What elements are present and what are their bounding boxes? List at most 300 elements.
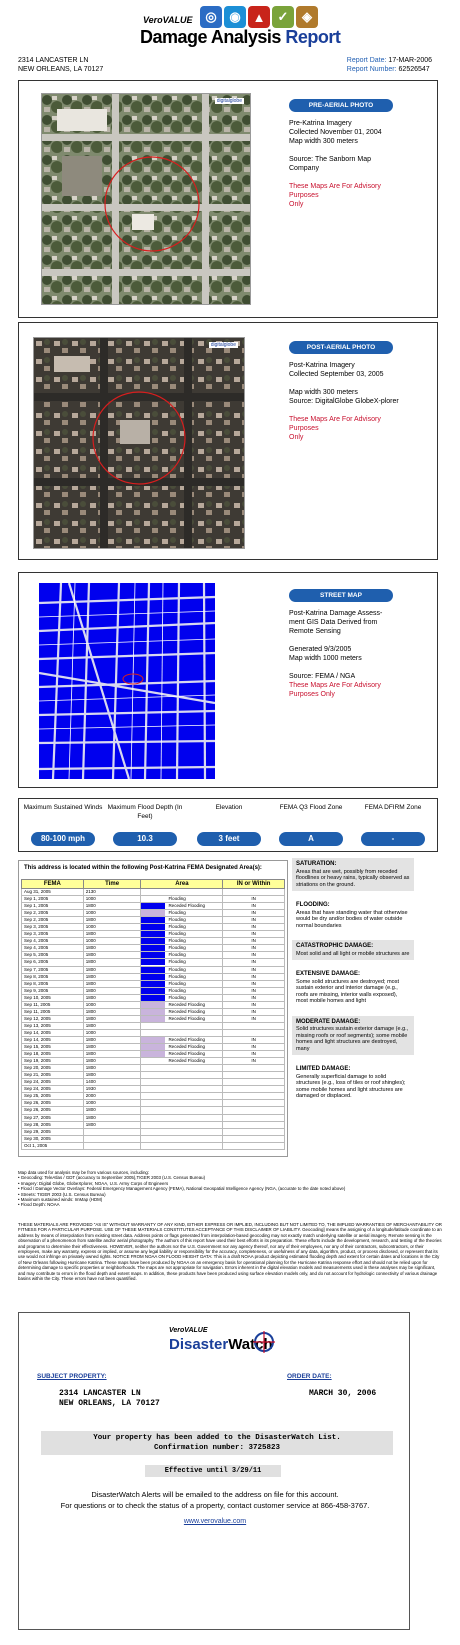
pre-source: Source: The Sanborn Map Company bbox=[289, 156, 371, 172]
row-date: Sep 4, 2005 bbox=[22, 938, 84, 945]
area-swatch bbox=[141, 1009, 165, 1015]
fema-area-block bbox=[18, 860, 288, 1157]
street-line3: Map width 1000 meters bbox=[289, 655, 362, 662]
row-time bbox=[83, 1128, 141, 1135]
dw-address-line1: 2314 LANCASTER LN bbox=[59, 1389, 141, 1398]
pre-line2: Collected November 01, 2004 bbox=[289, 129, 382, 136]
row-date: Sep 8, 2005 bbox=[22, 973, 84, 980]
row-in-within: IN bbox=[223, 931, 285, 938]
area-swatch bbox=[141, 1016, 165, 1022]
row-date: Sep 27, 2005 bbox=[22, 1114, 84, 1121]
report-date-label: Report Date: bbox=[346, 57, 387, 64]
row-in-within: IN bbox=[223, 1008, 285, 1015]
report-number: 62526547 bbox=[398, 66, 430, 73]
street-map-panel bbox=[18, 572, 438, 788]
row-in-within bbox=[223, 1107, 285, 1114]
table-row bbox=[22, 917, 285, 924]
row-time: 1000 bbox=[83, 896, 141, 903]
row-in-within bbox=[223, 1100, 285, 1107]
row-area bbox=[141, 1036, 223, 1043]
row-date: Sep 3, 2005 bbox=[22, 931, 84, 938]
stat-label: Maximum Sustained Winds bbox=[23, 804, 103, 811]
legend-title: MODERATE DAMAGE: bbox=[296, 1018, 361, 1025]
col-fema: FEMA bbox=[22, 880, 84, 889]
row-date: Sep 28, 2005 bbox=[22, 1121, 84, 1128]
row-in-within: IN bbox=[223, 896, 285, 903]
area-label: Receded Flooding bbox=[168, 1001, 205, 1007]
table-row bbox=[22, 1044, 285, 1051]
row-time: 1800 bbox=[83, 1121, 141, 1128]
row-time: 1000 bbox=[83, 1100, 141, 1107]
row-area bbox=[141, 1044, 223, 1051]
stat-elevation bbox=[189, 803, 269, 843]
legend-text: Solid structures sustain exterior damage (e.g., missing roofs or roof segments); some mobile homes and light structures are destroyed, many bbox=[296, 1026, 409, 1052]
hazard-stats bbox=[18, 798, 438, 852]
row-in-within: IN bbox=[223, 966, 285, 973]
row-in-within bbox=[223, 1114, 285, 1121]
area-swatch bbox=[141, 903, 165, 909]
row-area bbox=[141, 1015, 223, 1022]
area-label: Flooding bbox=[168, 938, 186, 944]
row-in-within bbox=[223, 889, 285, 896]
row-area bbox=[141, 1079, 223, 1086]
table-row bbox=[22, 1022, 285, 1029]
area-label: Flooding bbox=[168, 931, 186, 937]
area-swatch bbox=[141, 1030, 165, 1036]
row-time: 1800 bbox=[83, 917, 141, 924]
row-time: 1800 bbox=[83, 952, 141, 959]
row-time: 1000 bbox=[83, 910, 141, 917]
pre-line1: Pre-Katrina Imagery bbox=[289, 120, 352, 127]
area-label: Receded Flooding bbox=[168, 1058, 205, 1064]
area-swatch bbox=[141, 1143, 165, 1149]
row-area bbox=[141, 1001, 223, 1008]
confirmation-number: Confirmation number: 3725823 bbox=[153, 1444, 281, 1452]
stat-label: Maximum Flood Depth (In Feet) bbox=[107, 804, 183, 820]
row-area bbox=[141, 938, 223, 945]
street-source: Source: FEMA / NGA bbox=[289, 673, 356, 680]
street-disclaimer-1: These Maps Are For Advisory bbox=[289, 682, 381, 689]
row-time: 1800 bbox=[83, 903, 141, 910]
row-in-within: IN bbox=[223, 952, 285, 959]
area-swatch bbox=[141, 981, 165, 987]
area-swatch bbox=[141, 924, 165, 930]
row-area bbox=[141, 1135, 223, 1142]
dw-brand-part1: Disaster bbox=[169, 1336, 229, 1353]
address-line1: 2314 LANCASTER LN bbox=[18, 57, 89, 64]
street-line2: Generated 9/3/2005 bbox=[289, 646, 352, 653]
row-date: Sep 2, 2005 bbox=[22, 917, 84, 924]
area-label: Flooding bbox=[168, 980, 186, 986]
table-row bbox=[22, 987, 285, 994]
pre-disclaimer-2: Only bbox=[289, 201, 304, 208]
row-in-within: IN bbox=[223, 959, 285, 966]
row-in-within: IN bbox=[223, 924, 285, 931]
col-time: Time bbox=[83, 880, 141, 889]
stat-value: 80-100 mph bbox=[31, 832, 95, 846]
post-line3: Map width 300 meters bbox=[289, 389, 358, 396]
digitalglobe-tag: digitalglobe bbox=[216, 98, 242, 104]
row-time bbox=[83, 1142, 141, 1149]
row-time: 1800 bbox=[83, 945, 141, 952]
row-time: 1800 bbox=[83, 1114, 141, 1121]
area-swatch bbox=[141, 1044, 165, 1050]
row-area bbox=[141, 952, 223, 959]
row-area bbox=[141, 903, 223, 910]
row-in-within: IN bbox=[223, 1051, 285, 1058]
area-label: Flooding bbox=[168, 994, 186, 1000]
table-row bbox=[22, 1001, 285, 1008]
street-map-info bbox=[289, 609, 389, 699]
row-area bbox=[141, 1051, 223, 1058]
stat-fema-q3 bbox=[271, 803, 351, 843]
row-date: Sep 15, 2005 bbox=[22, 1044, 84, 1051]
fema-table bbox=[21, 879, 285, 1150]
row-area bbox=[141, 945, 223, 952]
row-area bbox=[141, 1121, 223, 1128]
row-date: Sep 5, 2005 bbox=[22, 952, 84, 959]
row-in-within bbox=[223, 1029, 285, 1036]
table-row bbox=[22, 1100, 285, 1107]
row-area bbox=[141, 959, 223, 966]
order-date-label: ORDER DATE: bbox=[287, 1373, 332, 1380]
row-area bbox=[141, 917, 223, 924]
post-line2: Collected September 03, 2005 bbox=[289, 371, 384, 378]
row-in-within bbox=[223, 1079, 285, 1086]
row-date: Sep 1, 2005 bbox=[22, 903, 84, 910]
stat-fema-dfirm bbox=[353, 803, 433, 843]
row-time: 1000 bbox=[83, 924, 141, 931]
dw-address-line2: NEW ORLEANS, LA 70127 bbox=[59, 1399, 160, 1408]
legal-disclaimer: THESE MATERIALS ARE PROVIDED "AS IS" WITHOUT WARRANTY OF ANY KIND, EITHER EXPRESS OR IMPLIED, INCLUDING BUT NOT LIMITED TO, THE IMPLIED WARRANTIES OF MERCHANTABILITY OR FITNESS FOR A PARTICULAR PURPOSE. USE OF THESE MATERIALS CONSTITUTES ACCEPTANCE OF THIS DISCLAIMER OF LIABILITY. Geocoding] means the assigning of a longitude/latitude coordinate to an address by means of interpolation from existing street data. Address points or flags generated from interpolation-based geocoding may not exactly match underlying satellite or aerial imagery. Remote sensing is the observation of a phenomenon from satellite and/or aerial photography. The authors of this report have used their best efforts in its preparation. These efforts include the development, research, and testing of the theories and programs to determine their effectiveness. HOWEVER, neither the authors nor the U.S. Government nor any agency thereof, nor any of their employees, nor any of their contractors, subcontractors, or their employees, make any warranty, express or implied, or assume any legal liability or responsibility for the accuracy, completeness, or usefulness of any data, algorithm, product, or process disclosed, or represent that its use would not infringe on privately owned rights. NOTICE FROM NOAA ON FLOOD HEIGHT DATA: This is a draft NOAA product depicting estimated flooding depth and extent for certain dates and locations in the City of New Orleans following Hurricane Katrina. These maps have been produced by NOAA on an emergency basis for operational planning for the Hurricane Katrina response effort and should not be relied upon for determining damage to specific properties or neighborhoods. The maps are not appropriate for navigation. Errors inherent in the digital elevation models and measurements used in these analyses may be significant, and may contribute to errors in the flood depth and extent maps. In addition, these products have been produced using surface elevation models only, and do not account for hydrologic connectivity of various drainage basins within the City. These errors have not been quantified. bbox=[18, 1222, 442, 1282]
legend-title: CATASTROPHIC DAMAGE: bbox=[296, 943, 374, 949]
dw-brand-small: VeroVALUE bbox=[169, 1327, 208, 1334]
row-date: Sep 6, 2005 bbox=[22, 959, 84, 966]
area-swatch bbox=[141, 910, 165, 916]
post-aerial-photo bbox=[33, 337, 245, 549]
row-time: 1800 bbox=[83, 1051, 141, 1058]
row-in-within bbox=[223, 1065, 285, 1072]
legend-title: FLOODING: bbox=[296, 902, 330, 908]
row-area bbox=[141, 1058, 223, 1065]
post-disclaimer-2: Only bbox=[289, 434, 304, 441]
area-swatch bbox=[141, 931, 165, 937]
street-disclaimer-2: Purposes Only bbox=[289, 691, 335, 698]
row-time: 1800 bbox=[83, 1107, 141, 1114]
row-in-within: IN bbox=[223, 973, 285, 980]
row-date: Sep 26, 2005 bbox=[22, 1107, 84, 1114]
area-swatch bbox=[141, 1058, 165, 1064]
area-label: Flooding bbox=[168, 945, 186, 951]
row-area bbox=[141, 1065, 223, 1072]
row-area bbox=[141, 1107, 223, 1114]
row-in-within: IN bbox=[223, 980, 285, 987]
row-in-within bbox=[223, 1072, 285, 1079]
row-date: Sep 12, 2005 bbox=[22, 1015, 84, 1022]
row-time: 1800 bbox=[83, 1008, 141, 1015]
row-time: 1800 bbox=[83, 1072, 141, 1079]
row-date: Sep 20, 2005 bbox=[22, 1065, 84, 1072]
report-date: 17-MAR-2006 bbox=[388, 57, 432, 64]
area-swatch bbox=[141, 952, 165, 958]
row-time: 1800 bbox=[83, 1065, 141, 1072]
row-in-within: IN bbox=[223, 1036, 285, 1043]
street-map-image bbox=[39, 583, 215, 779]
post-line1: Post-Katrina Imagery bbox=[289, 362, 355, 369]
row-date: Sep 29, 2005 bbox=[22, 1128, 84, 1135]
row-date: Oct 1, 2005 bbox=[22, 1142, 84, 1149]
table-row bbox=[22, 994, 285, 1001]
row-time: 1800 bbox=[83, 1022, 141, 1029]
row-date: Sep 11, 2005 bbox=[22, 1001, 84, 1008]
stat-value: A bbox=[279, 832, 343, 846]
area-swatch bbox=[141, 938, 165, 944]
row-area bbox=[141, 1008, 223, 1015]
legend-item bbox=[292, 1063, 414, 1103]
table-row bbox=[22, 1051, 285, 1058]
area-swatch bbox=[141, 1002, 165, 1008]
row-in-within: IN bbox=[223, 938, 285, 945]
legend-text: Some solid structures are destroyed; most sustain exterior and interior damage (e.g., roofs are missing, interior walls exposed), most mobile homes and light bbox=[296, 978, 400, 1004]
row-date: Sep 19, 2005 bbox=[22, 1058, 84, 1065]
table-row bbox=[22, 924, 285, 931]
row-in-within: IN bbox=[223, 994, 285, 1001]
area-swatch bbox=[141, 959, 165, 965]
row-date: Sep 2, 2005 bbox=[22, 910, 84, 917]
stat-winds bbox=[23, 803, 103, 843]
area-swatch bbox=[141, 1065, 165, 1071]
table-row bbox=[22, 903, 285, 910]
hail-icon: ◈ bbox=[296, 6, 318, 28]
row-date: Sep 11, 2005 bbox=[22, 1008, 84, 1015]
row-date: Sep 4, 2005 bbox=[22, 945, 84, 952]
source-item: • Maximum sustained winds: ImMap (HDM) bbox=[18, 1197, 103, 1203]
area-label: Flooding bbox=[168, 910, 186, 916]
report-title bbox=[140, 27, 340, 48]
area-label: Flooding bbox=[168, 917, 186, 923]
stat-flood-depth bbox=[105, 803, 185, 843]
stat-value: 3 feet bbox=[197, 832, 261, 846]
row-in-within: IN bbox=[223, 1001, 285, 1008]
row-date: Sep 25, 2005 bbox=[22, 1093, 84, 1100]
row-time: 1800 bbox=[83, 1015, 141, 1022]
table-row bbox=[22, 1065, 285, 1072]
row-in-within bbox=[223, 1086, 285, 1093]
row-area bbox=[141, 1029, 223, 1036]
row-in-within bbox=[223, 1142, 285, 1149]
post-aerial-pill: POST-AERIAL PHOTO bbox=[289, 341, 393, 354]
table-row bbox=[22, 1029, 285, 1036]
row-in-within: IN bbox=[223, 987, 285, 994]
row-date: Sep 24, 2005 bbox=[22, 1079, 84, 1086]
table-row bbox=[22, 945, 285, 952]
row-time: 1800 bbox=[83, 1036, 141, 1043]
row-area bbox=[141, 973, 223, 980]
table-row bbox=[22, 1142, 285, 1149]
stat-value: - bbox=[361, 832, 425, 846]
post-aerial-panel bbox=[18, 322, 438, 560]
dw-order-date: MARCH 30, 2006 bbox=[309, 1389, 377, 1398]
legend-text: Areas that have standing water that otherwise would be dry and/or bodies of water outside normal boundaries bbox=[296, 909, 408, 929]
row-in-within: IN bbox=[223, 1044, 285, 1051]
table-row bbox=[22, 910, 285, 917]
area-label: Flooding bbox=[168, 896, 186, 902]
area-label: Flooding bbox=[168, 924, 186, 930]
pre-aerial-info bbox=[289, 119, 399, 209]
row-area bbox=[141, 931, 223, 938]
legend-item bbox=[292, 858, 414, 891]
row-in-within bbox=[223, 1135, 285, 1142]
row-in-within: IN bbox=[223, 1058, 285, 1065]
dw-message-line1: DisasterWatch Alerts will be emailed to the address on file for this account. bbox=[91, 1490, 339, 1499]
legend-title: EXTENSIVE DAMAGE: bbox=[296, 971, 361, 977]
property-address bbox=[18, 56, 103, 74]
row-time: 1800 bbox=[83, 1044, 141, 1051]
area-label: Receded Flooding bbox=[168, 1008, 205, 1014]
legend-item bbox=[292, 968, 414, 1008]
legend-item bbox=[292, 1016, 414, 1056]
row-area bbox=[141, 1128, 223, 1135]
row-area bbox=[141, 1093, 223, 1100]
table-row bbox=[22, 1114, 285, 1121]
legend-item bbox=[292, 940, 414, 960]
area-swatch bbox=[141, 1100, 165, 1106]
row-area bbox=[141, 987, 223, 994]
row-area bbox=[141, 924, 223, 931]
row-date: Sep 24, 2005 bbox=[22, 1086, 84, 1093]
row-date: Sep 14, 2005 bbox=[22, 1036, 84, 1043]
table-row bbox=[22, 1135, 285, 1142]
area-label: Flooding bbox=[168, 966, 186, 972]
effective-until: Effective until 3/29/11 bbox=[145, 1465, 281, 1477]
row-in-within bbox=[223, 1093, 285, 1100]
area-swatch bbox=[141, 1072, 165, 1078]
fire-icon: ▲ bbox=[248, 6, 270, 28]
row-in-within: IN bbox=[223, 1015, 285, 1022]
row-area bbox=[141, 1086, 223, 1093]
pre-aerial-panel bbox=[18, 80, 438, 318]
swirl-icon: ◉ bbox=[224, 6, 246, 28]
row-time: 1800 bbox=[83, 931, 141, 938]
row-area bbox=[141, 1114, 223, 1121]
stat-value: 10.3 bbox=[113, 832, 177, 846]
row-area bbox=[141, 1072, 223, 1079]
area-label: Flooding bbox=[168, 987, 186, 993]
stat-label: FEMA DFIRM Zone bbox=[364, 804, 422, 811]
row-date: Aug 31, 2005 bbox=[22, 889, 84, 896]
area-label: Flooding bbox=[168, 959, 186, 965]
pre-aerial-photo bbox=[41, 93, 251, 305]
legend-title: SATURATION: bbox=[296, 861, 337, 867]
legend-text: Generally superficial damage to solid structures (e.g., loss of tiles or roof shingles); some mobile homes and light structures are damaged or displaced. bbox=[296, 1073, 406, 1099]
row-area bbox=[141, 966, 223, 973]
table-row bbox=[22, 952, 285, 959]
table-row bbox=[22, 896, 285, 903]
legend-text: Areas that are wet, possibly from receded floodlines or heavy rains, typically observed as striations on the ground. bbox=[296, 868, 410, 888]
row-area bbox=[141, 980, 223, 987]
row-time: 1000 bbox=[83, 1001, 141, 1008]
brand-small-logo: VeroVALUE bbox=[143, 15, 193, 25]
stat-label: FEMA Q3 Flood Zone bbox=[279, 804, 343, 811]
address-line2: NEW ORLEANS, LA 70127 bbox=[18, 66, 104, 73]
area-swatch bbox=[141, 1115, 165, 1121]
source-item: • Flood Depth: NOAA bbox=[18, 1202, 60, 1208]
row-date: Sep 1, 2005 bbox=[22, 896, 84, 903]
row-date: Sep 7, 2005 bbox=[22, 966, 84, 973]
drop-icon: ✓ bbox=[272, 6, 294, 28]
area-swatch bbox=[141, 1093, 165, 1099]
row-area bbox=[141, 889, 223, 896]
row-time: 1930 bbox=[83, 1086, 141, 1093]
table-row bbox=[22, 938, 285, 945]
area-swatch bbox=[141, 1107, 165, 1113]
row-time: 1800 bbox=[83, 1058, 141, 1065]
table-row bbox=[22, 1008, 285, 1015]
street-map-pill: STREET MAP bbox=[289, 589, 393, 602]
area-swatch bbox=[141, 896, 165, 902]
area-label: Receded Flooding bbox=[168, 903, 205, 909]
post-aerial-info bbox=[289, 361, 399, 442]
area-label: Flooding bbox=[168, 973, 186, 979]
source-item: • Imagery: Digital Globe, GlobeXplorer, NOAA, U.S. Army Corps of Engineers bbox=[18, 1180, 169, 1186]
row-time: 1800 bbox=[83, 973, 141, 980]
row-time: 2000 bbox=[83, 1093, 141, 1100]
area-swatch bbox=[141, 1122, 165, 1128]
fema-header-row bbox=[22, 880, 285, 889]
row-in-within: IN bbox=[223, 917, 285, 924]
row-area bbox=[141, 896, 223, 903]
dw-address bbox=[59, 1389, 160, 1409]
col-area: Area bbox=[141, 880, 223, 889]
data-sources bbox=[18, 1170, 442, 1208]
col-in-within: IN or Within bbox=[223, 880, 285, 889]
area-swatch bbox=[141, 974, 165, 980]
source-item: • Flood / Damage Vector Overlays: Federal Emergency Management Agency (FEMA), National Geospatial Intelligence Agency (NGA, (accurate to the date noted above) bbox=[18, 1186, 346, 1192]
area-label: Receded Flooding bbox=[168, 1044, 205, 1050]
row-time bbox=[83, 1135, 141, 1142]
table-row bbox=[22, 1093, 285, 1100]
table-row bbox=[22, 1079, 285, 1086]
dw-message bbox=[29, 1489, 401, 1511]
row-in-within: IN bbox=[223, 903, 285, 910]
report-header bbox=[0, 0, 460, 52]
row-area bbox=[141, 1100, 223, 1107]
legend-text: Most solid and all light or mobile structures are bbox=[296, 950, 410, 957]
row-date: Sep 8, 2005 bbox=[22, 980, 84, 987]
source-item: • Streets: TIGER 2003 (U.S. Census Bureau) bbox=[18, 1191, 106, 1197]
row-time: 1000 bbox=[83, 1029, 141, 1036]
confirmation-box bbox=[41, 1431, 393, 1455]
row-area bbox=[141, 1022, 223, 1029]
area-swatch bbox=[141, 945, 165, 951]
disasterwatch-confirmation bbox=[18, 1312, 410, 1630]
subject-property-label: SUBJECT PROPERTY: bbox=[37, 1373, 107, 1380]
area-swatch bbox=[141, 1051, 165, 1057]
verovalue-link[interactable]: www.verovalue.com bbox=[183, 1518, 247, 1525]
target-icon bbox=[251, 1329, 277, 1355]
row-date: Sep 21, 2005 bbox=[22, 1072, 84, 1079]
pre-disclaimer-1: These Maps Are For Advisory Purposes bbox=[289, 183, 381, 199]
dw-message-line2: For questions or to check the status of a property, contact customer service at 866-458-3767. bbox=[60, 1501, 370, 1510]
wind-icon: ◎ bbox=[200, 6, 222, 28]
row-date: Sep 3, 2005 bbox=[22, 924, 84, 931]
row-time: 1000 bbox=[83, 938, 141, 945]
table-row bbox=[22, 931, 285, 938]
row-in-within: IN bbox=[223, 945, 285, 952]
area-swatch bbox=[141, 1129, 165, 1135]
legend-item bbox=[292, 899, 414, 932]
row-time: 1800 bbox=[83, 980, 141, 987]
